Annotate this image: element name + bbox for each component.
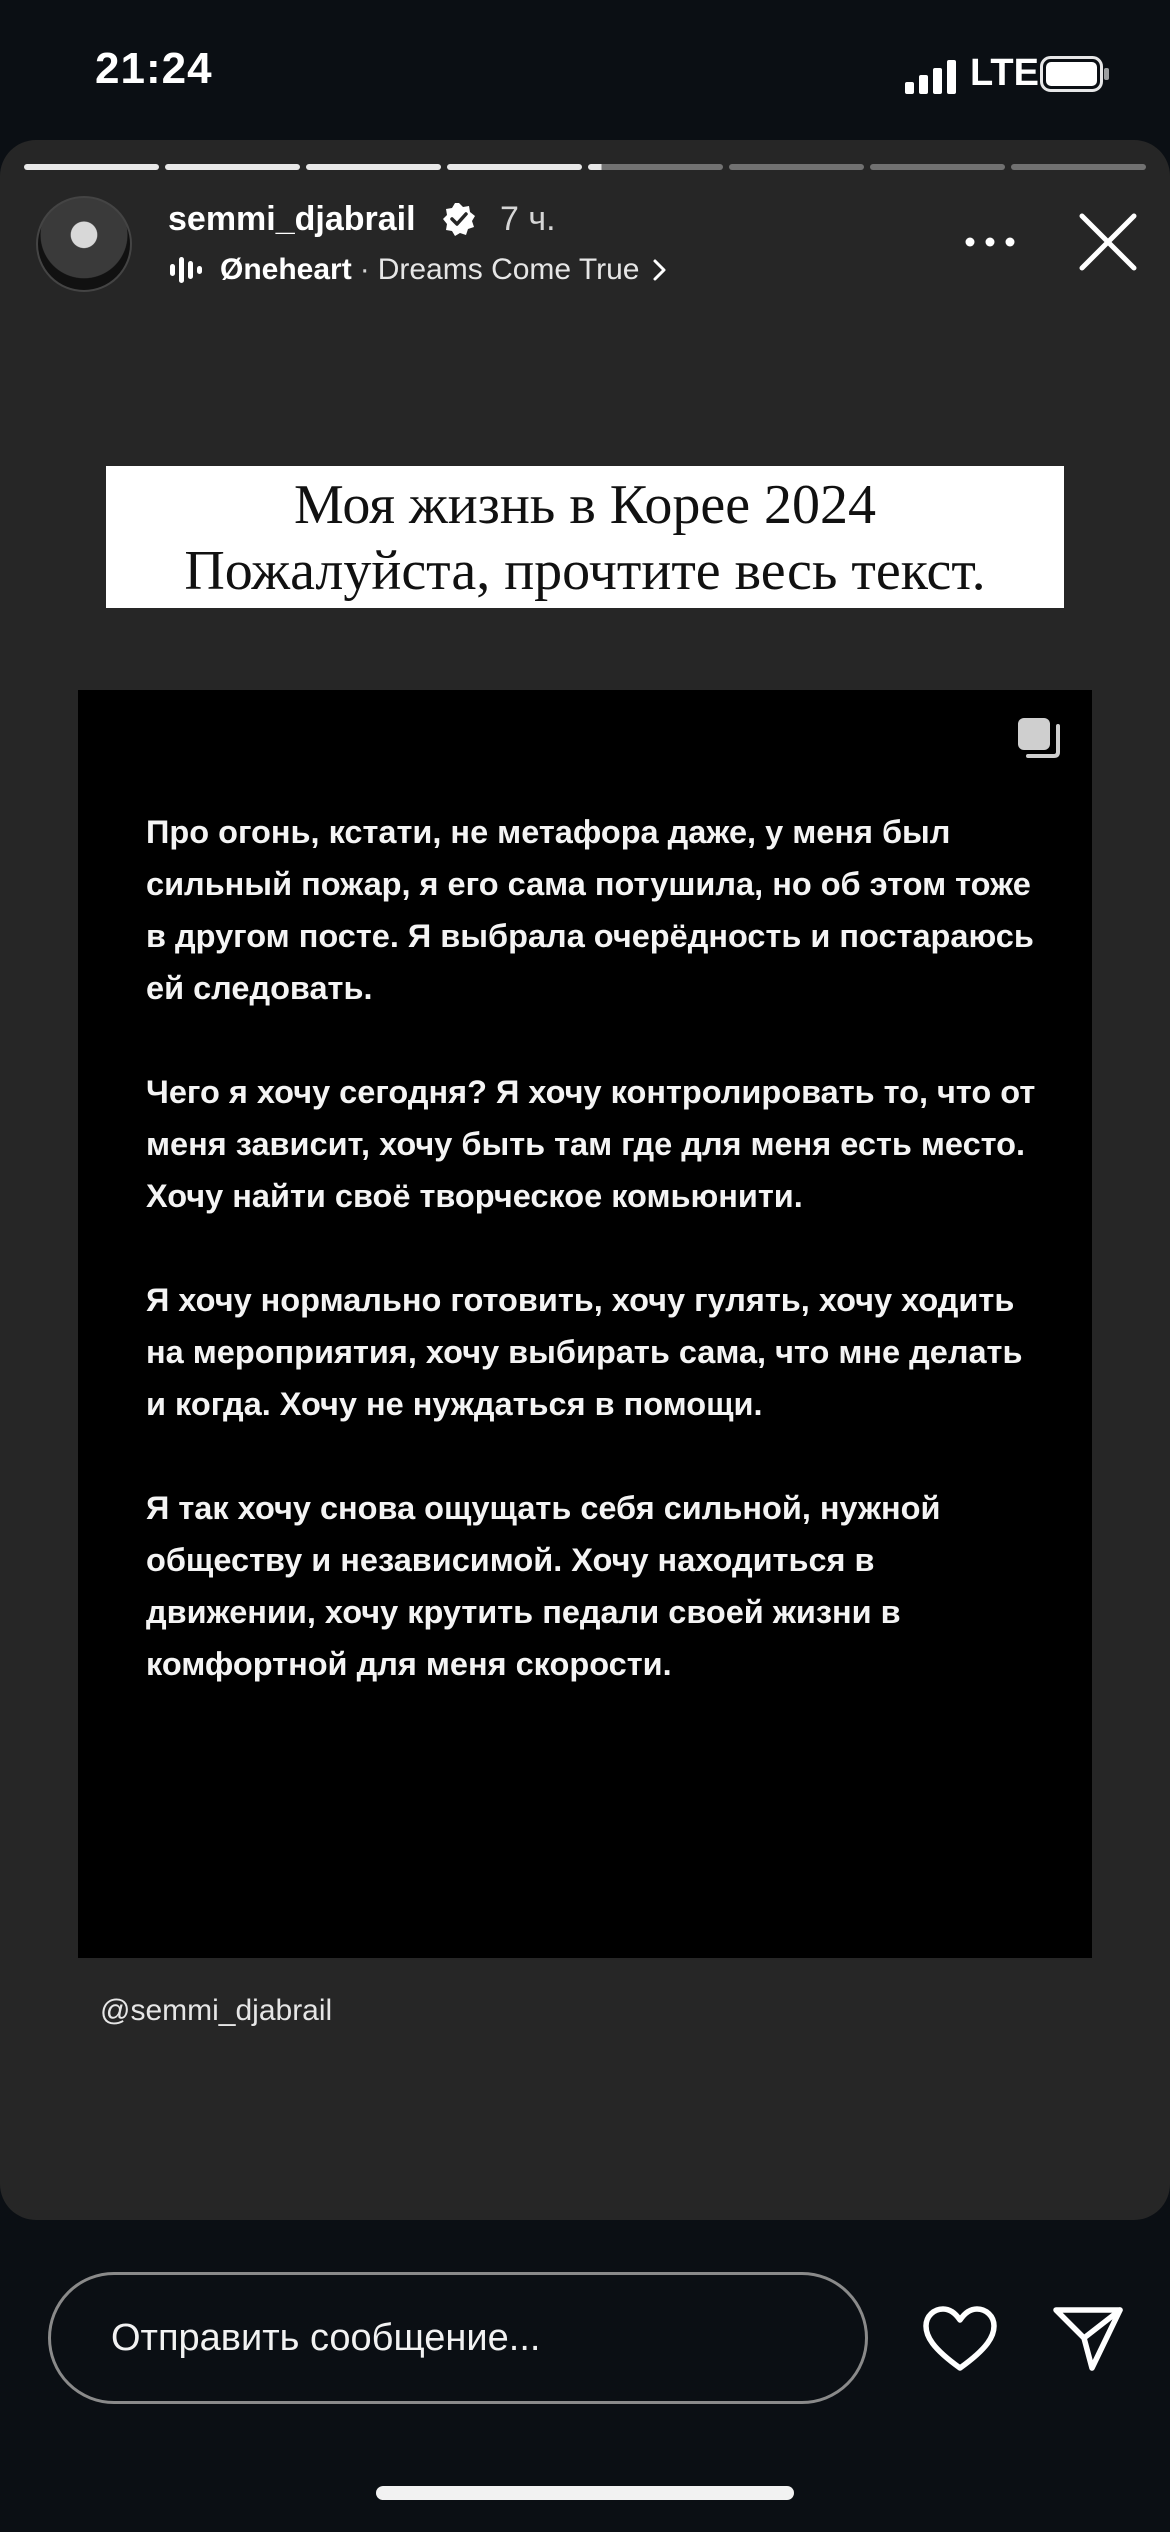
post-paragraph: Про огонь, кстати, не метафора даже, у меня был сильный пожар, я его сама потушила, но об этом тоже в другом посте. Я выбрала очерёдность и постараюсь ей следовать. xyxy=(146,814,1034,1006)
close-icon[interactable] xyxy=(1078,212,1138,272)
story-username[interactable]: semmi_djabrail xyxy=(168,200,416,238)
story-time-ago: 7 ч. xyxy=(500,200,556,238)
chevron-right-icon xyxy=(651,257,669,283)
avatar[interactable] xyxy=(36,196,132,292)
story-title-line: Пожалуйста, прочтите весь текст. xyxy=(184,540,986,602)
reply-message-input[interactable] xyxy=(48,2272,868,2404)
story-progress-bar xyxy=(24,164,1146,170)
progress-segment xyxy=(729,164,864,170)
music-artist: Øneheart xyxy=(220,253,352,286)
progress-segment-current xyxy=(588,164,723,170)
music-track: Dreams Come True xyxy=(377,253,640,286)
progress-segment xyxy=(1011,164,1146,170)
story-title-line: Моя жизнь в Корее 2024 xyxy=(293,474,877,536)
carousel-icon xyxy=(1016,716,1062,762)
story-card[interactable] xyxy=(0,140,1170,2220)
progress-segment xyxy=(870,164,1005,170)
post-paragraph: Чего я хочу сегодня? Я хочу контролировать то, что от меня зависит, хочу быть там где для меня есть место. Хочу найти своё творческое комьюнити. xyxy=(146,1074,1036,1214)
post-paragraph: Я так хочу снова ощущать себя сильной, нужной обществу и независимой. Хочу находиться в движении, хочу крутить педали своей жизни в комфортной для меня скорости. xyxy=(146,1490,941,1682)
status-bar xyxy=(0,0,1170,145)
post-text xyxy=(146,806,1046,1690)
post-author-mention[interactable]: @semmi_djabrail xyxy=(100,1994,333,2027)
music-separator: · xyxy=(359,253,370,286)
progress-segment xyxy=(306,164,441,170)
shared-post[interactable] xyxy=(78,690,1092,1958)
progress-segment xyxy=(165,164,300,170)
more-options-icon[interactable] xyxy=(962,234,1018,250)
network-type: LTE xyxy=(970,52,1039,94)
story-title-box xyxy=(106,466,1064,608)
battery-icon xyxy=(1040,56,1110,92)
progress-segment xyxy=(24,164,159,170)
progress-segment xyxy=(447,164,582,170)
signal-icon xyxy=(905,60,957,94)
post-paragraph: Я хочу нормально готовить, хочу гулять, хочу ходить на мероприятия, хочу выбирать сама, что мне делать и когда. Хочу не нуждаться в помощи. xyxy=(146,1282,1023,1422)
verified-badge-icon xyxy=(442,202,476,236)
status-time: 21:24 xyxy=(95,44,213,93)
audio-bars-icon xyxy=(170,255,204,285)
music-attribution[interactable] xyxy=(170,250,669,290)
send-icon[interactable] xyxy=(1052,2304,1124,2372)
heart-icon[interactable] xyxy=(922,2304,998,2374)
home-indicator[interactable] xyxy=(376,2486,794,2500)
